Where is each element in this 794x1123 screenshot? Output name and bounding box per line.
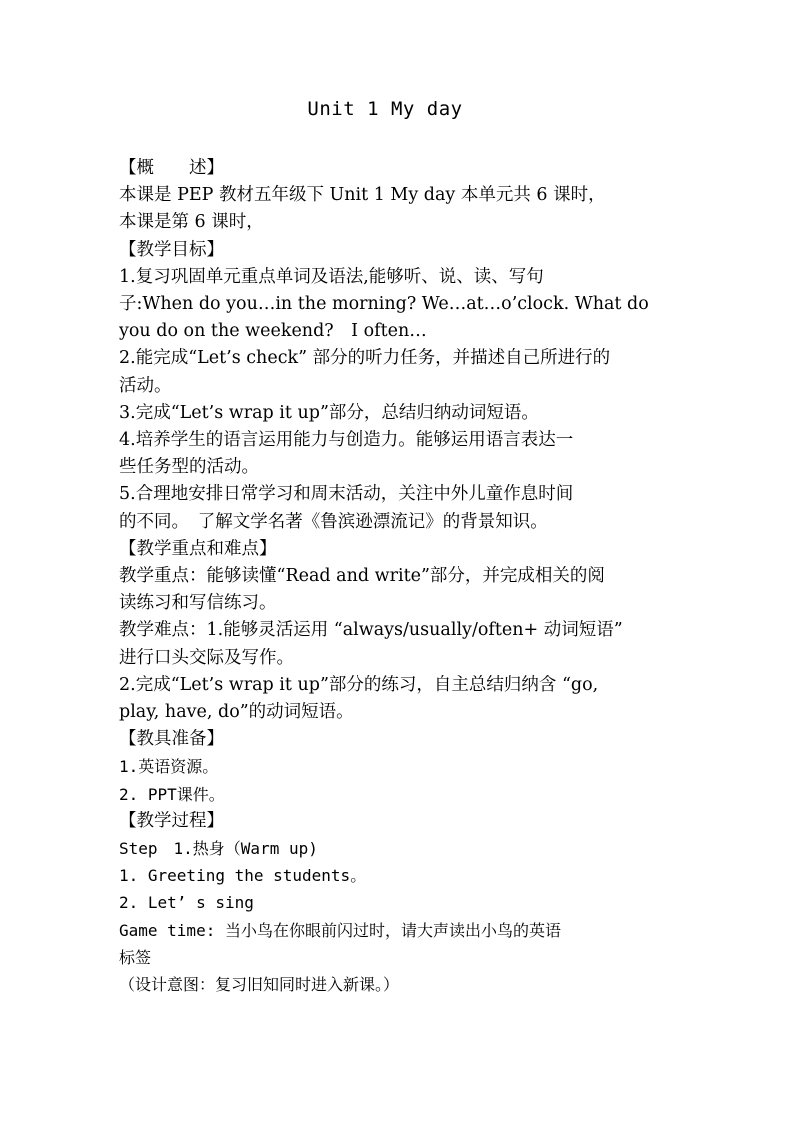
objective-2-line-1: 2.能完成“Let’s check” 部分的听力任务，并描述自己所进行的	[119, 348, 611, 369]
material-2: 2. PPT课件。	[119, 784, 225, 804]
step-1-heading: Step 1.热身（Warm up)	[119, 839, 318, 859]
design-intent: （设计意图：复习旧知同时进入新课。）	[119, 975, 400, 995]
overview-line-1: 本课是 PEP 教材五年级下 Unit 1 My day 本单元共 6 课时，	[119, 185, 606, 206]
objective-1-line-2: 子:When do you…in the morning? We…at…o’clock. What do	[119, 294, 649, 315]
document-body	[119, 155, 679, 998]
section-heading-process: 【教学过程】	[119, 810, 224, 831]
difficulty-line-2: 进行口头交际及写作。	[119, 647, 294, 668]
difficulty-line-3: 2.完成“Let’s wrap it up”部分的练习，自主总结归纳含 “go,	[119, 674, 599, 695]
section-heading-objectives: 【教学目标】	[119, 239, 224, 260]
key-point-line-2: 读练习和写信练习。	[119, 593, 277, 614]
objective-5-line-1: 5.合理地安排日常学习和周末活动，关注中外儿童作息时间	[119, 484, 574, 505]
section-heading-overview: 【概 述】	[119, 158, 224, 178]
document-title: Unit 1 My day	[307, 98, 463, 120]
difficulty-line-4: play, have, do”的动词短语。	[119, 702, 354, 723]
objective-3: 3.完成“Let’s wrap it up”部分，总结归纳动词短语。	[119, 402, 539, 423]
objective-1-line-3: you do on the weekend? I often…	[119, 321, 427, 342]
step-1-item-2: 2. Let’ s sing	[119, 893, 254, 913]
objective-2-line-2: 活动。	[119, 375, 172, 396]
game-time-line-2: 标签	[119, 947, 152, 967]
overview-line-2: 本课是第 6 课时，	[119, 212, 264, 233]
game-time-line-1: Game time: 当小鸟在你眼前闪过时，请大声读出小鸟的英语	[119, 920, 561, 940]
objective-4-line-2: 些任务型的活动。	[119, 457, 259, 478]
key-point-line-1: 教学重点：能够读懂“Read and write”部分，并完成相关的阅	[119, 566, 605, 587]
section-heading-materials: 【教具准备】	[119, 729, 224, 750]
step-1-item-1: 1. Greeting the students。	[119, 866, 367, 886]
section-heading-key-points: 【教学重点和难点】	[119, 538, 277, 559]
difficulty-line-1: 教学难点：1.能够灵活运用 “always/usually/often+ 动词短语”	[119, 620, 623, 641]
objective-1-line-1: 1.复习巩固单元重点单词及语法,能够听、说、读、写句	[119, 266, 544, 287]
objective-4-line-1: 4.培养学生的语言运用能力与创造力。能够运用语言表达一	[119, 430, 574, 451]
material-1: 1.英语资源。	[119, 757, 219, 777]
objective-5-line-2: 的不同。 了解文学名著《鲁滨逊漂流记》的背景知识。	[119, 511, 548, 532]
